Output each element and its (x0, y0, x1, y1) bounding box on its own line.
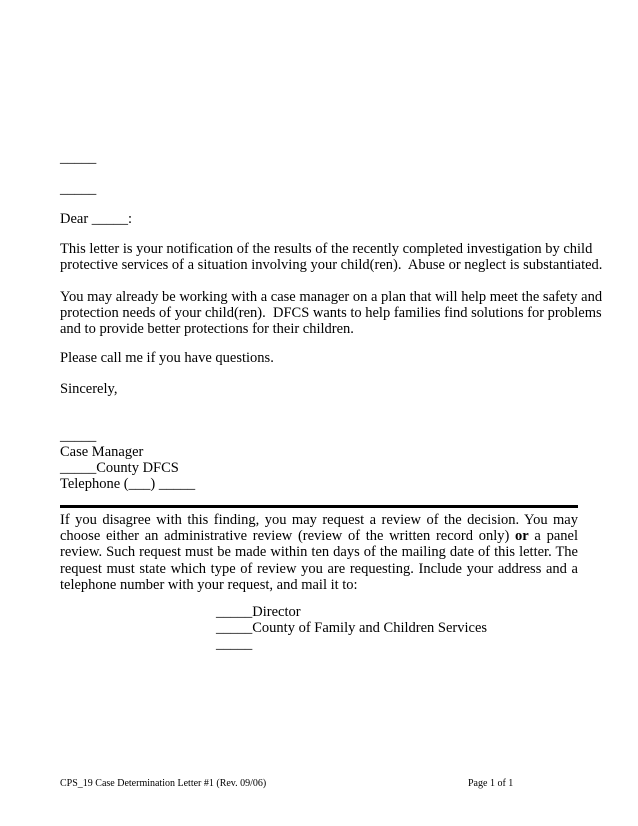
review-notice-emphasis: or (515, 528, 529, 545)
salutation: Dear _____: (60, 211, 133, 227)
mailing-address-agency: _____County of Family and Children Services (216, 620, 488, 636)
review-notice-paragraph (60, 512, 578, 593)
contact-paragraph: Please call me if you have questions. (60, 350, 274, 366)
section-divider (60, 505, 578, 508)
signature-title: Case Manager (60, 444, 144, 460)
case-manager-paragraph (60, 289, 603, 337)
paragraph-line: You may already be working with a case manager on a plan that will help meet the safety and (60, 289, 603, 305)
review-notice-text: If you disagree with this finding, you may request a review of the decision. You may choose either an administrative review (review of the written record only) (60, 512, 578, 545)
mailing-address-director: _____Director (216, 604, 301, 620)
notification-paragraph (60, 241, 603, 273)
signature-county: _____County DFCS (60, 460, 179, 476)
mailing-address-blank: _____ (216, 636, 253, 652)
footer-form-id: CPS_19 Case Determination Letter #1 (Rev. 09/06) (60, 778, 267, 789)
closing: Sincerely, (60, 381, 118, 397)
paragraph-line: and to provide better protections for their children. (60, 321, 354, 337)
review-notice-text-continued: a panel review. Such request must be made within ten days of the mailing date of this letter. The request must state which type of review you are requesting. Include your address and a telephone number with your request, and mail it to: (60, 528, 578, 593)
recipient-name-blank: _____ (60, 150, 97, 166)
signature-name-blank: _____ (60, 428, 97, 444)
paragraph-line: This letter is your notification of the results of the recently completed investigation by child (60, 241, 593, 257)
signature-telephone: Telephone (___) _____ (60, 476, 196, 492)
paragraph-line: protection needs of your child(ren). DFCS wants to help families find solutions for problems (60, 305, 602, 321)
recipient-address-blank: _____ (60, 181, 97, 197)
footer-page-number: Page 1 of 1 (468, 778, 514, 789)
paragraph-line: protective services of a situation involving your child(ren). Abuse or neglect is substantiated. (60, 257, 603, 273)
